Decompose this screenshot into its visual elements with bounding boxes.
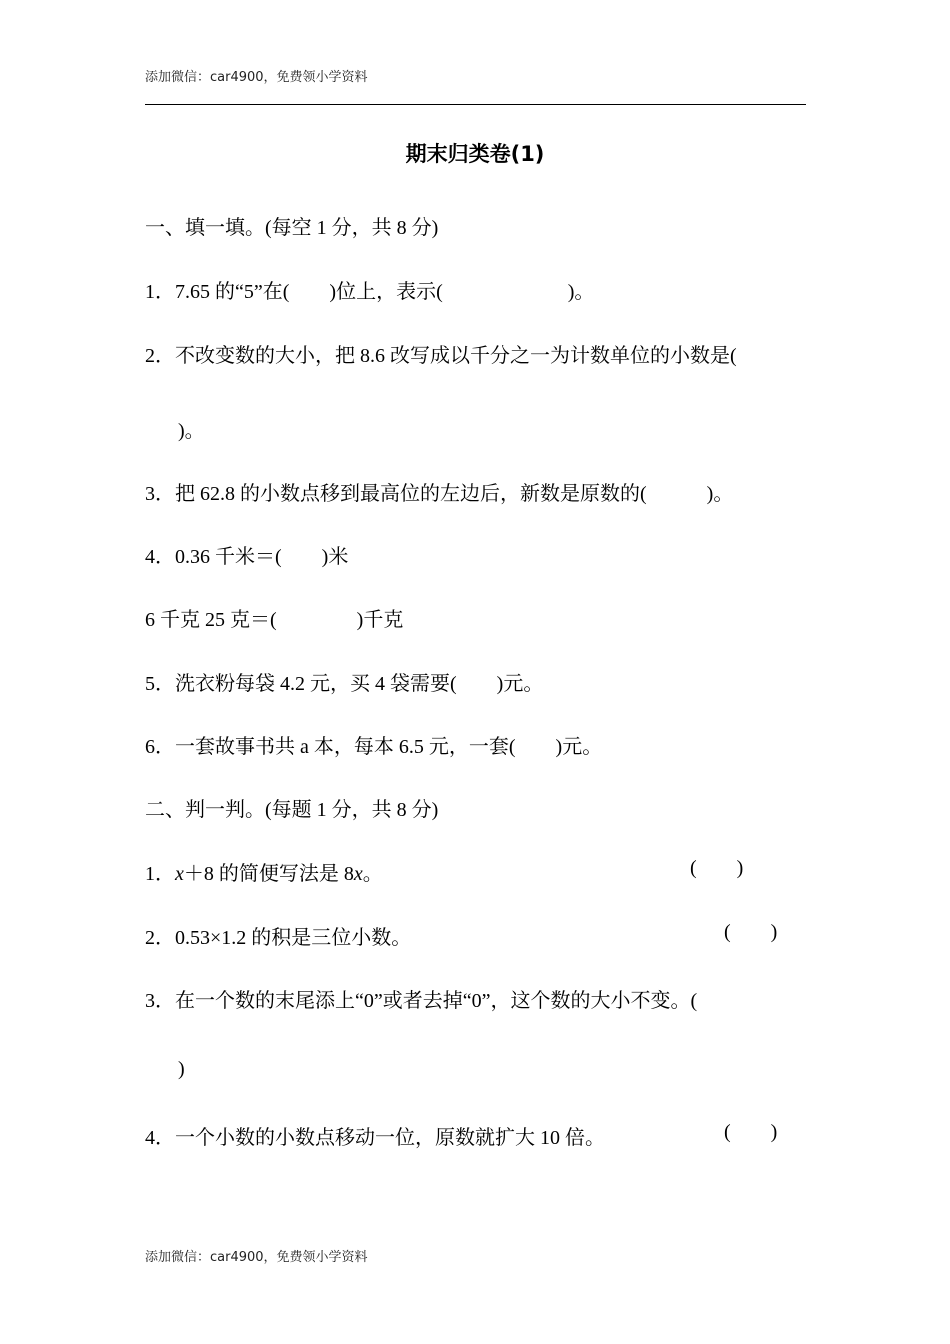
s2-question-2: 2．0.53×1.2 的积是三位小数。: [145, 927, 412, 949]
s2-q1-variable-2: x: [353, 863, 363, 885]
s2-q1-variable: x: [175, 863, 184, 885]
s1-question-1: 1．7.65 的“5”在( )位上，表示( )。: [145, 281, 595, 303]
s2-question-4: 4．一个小数的小数点移动一位，原数就扩大 10 倍。: [145, 1127, 605, 1149]
s2-q1-prefix: 1．: [145, 863, 175, 885]
section1-heading: 一、填一填。(每空 1 分，共 8 分): [145, 217, 439, 239]
section2-heading: 二、判一判。(每题 1 分，共 8 分): [145, 799, 439, 821]
s1-question-5: 5．洗衣粉每袋 4.2 元，买 4 袋需要( )元。: [145, 673, 544, 695]
header-divider: [145, 104, 806, 105]
s2-q2-answer-blank[interactable]: ( ): [724, 921, 778, 943]
s1-question-4b: 6 千克 25 克＝( )千克: [145, 609, 404, 631]
s1-question-2-continued: )。: [178, 420, 205, 442]
s2-q1-middle: ＋8 的简便写法是 8: [183, 863, 354, 885]
s1-question-6: 6．一套故事书共 a 本，每本 6.5 元，一套( )元。: [145, 736, 603, 758]
s2-question-1: [145, 857, 383, 886]
page-title: 期末归类卷(1): [405, 142, 545, 166]
s2-q1-answer-blank[interactable]: ( ): [690, 857, 744, 879]
s1-question-3: 3．把 62.8 的小数点移到最高位的左边后，新数是原数的( )。: [145, 483, 734, 505]
s1-question-4a: 4．0.36 千米＝( )米: [145, 546, 349, 568]
s2-q1-end: 。: [362, 863, 383, 885]
s2-q4-answer-blank[interactable]: ( ): [724, 1121, 778, 1143]
s1-question-2: 2．不改变数的大小，把 8.6 改写成以千分之一为计数单位的小数是(: [145, 345, 737, 367]
footer-note: 添加微信：car4900，免费领小学资料: [145, 1250, 368, 1265]
header-note: 添加微信：car4900，免费领小学资料: [145, 70, 368, 85]
s2-question-3: 3．在一个数的末尾添上“0”或者去掉“0”，这个数的大小不变。(: [145, 990, 698, 1012]
s2-question-3-continued: ): [178, 1058, 185, 1080]
